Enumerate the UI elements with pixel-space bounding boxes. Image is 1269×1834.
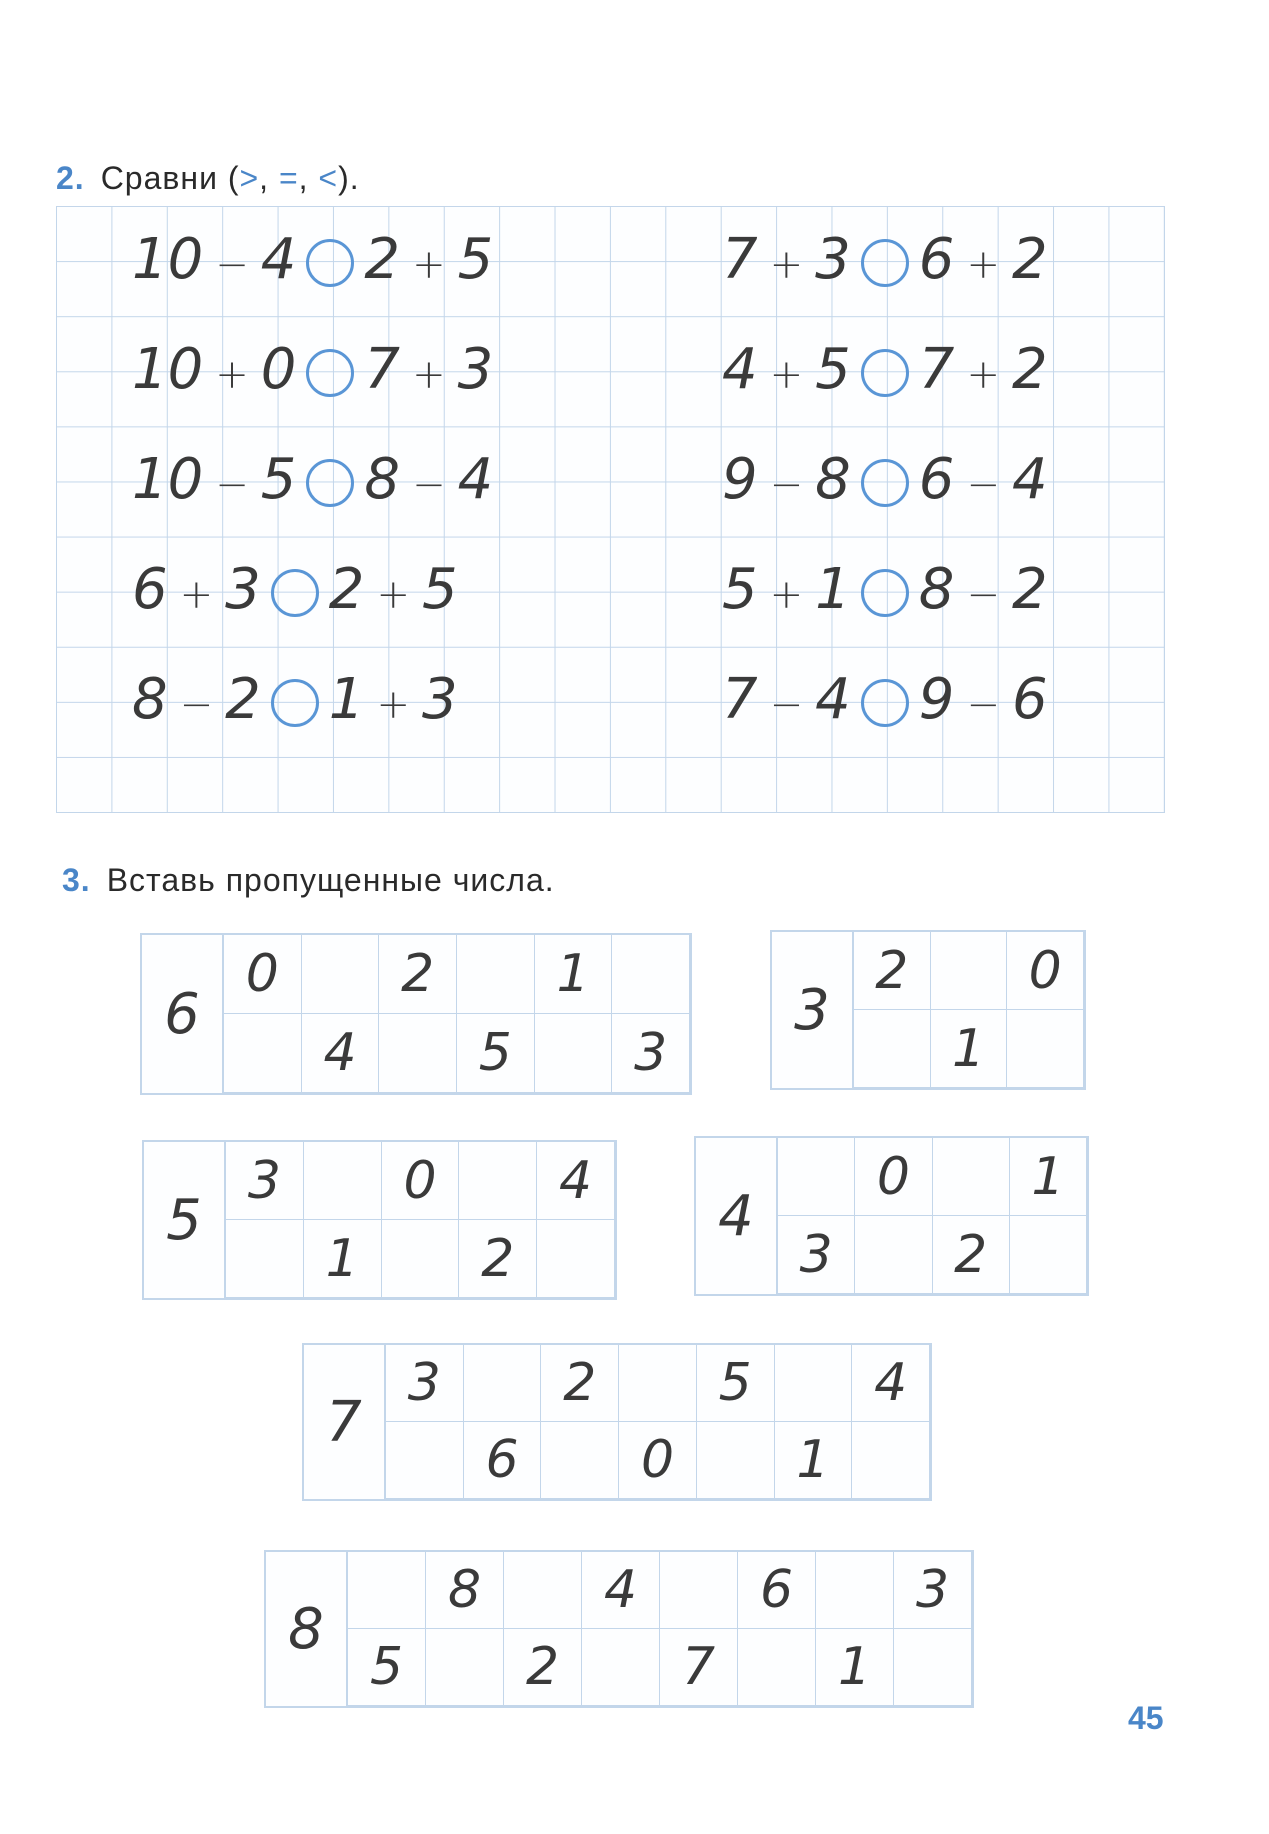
right-operator: − [966, 572, 1000, 618]
house-cell-top[interactable]: 2 [854, 932, 931, 1010]
house-cell-bottom[interactable] [852, 1422, 930, 1499]
house-cell-top[interactable]: 4 [537, 1142, 615, 1220]
house-cell-top[interactable] [816, 1552, 894, 1629]
left-operand-1: 10 [132, 227, 204, 292]
house-cell-top[interactable] [348, 1552, 426, 1629]
left-operand-1: 4 [722, 337, 758, 402]
house-cell-bottom[interactable]: 2 [459, 1220, 537, 1298]
left-operator: − [769, 462, 804, 508]
right-operand-2: 4 [1011, 447, 1048, 512]
number-house [142, 1140, 617, 1300]
house-cell-bottom[interactable] [855, 1216, 932, 1294]
house-cell-bottom[interactable] [541, 1422, 619, 1499]
left-operand-2: 1 [815, 557, 851, 622]
right-operator: + [966, 242, 1000, 288]
compare-circle-input[interactable] [861, 459, 909, 507]
right-operator: − [966, 682, 1000, 728]
right-operand-2: 2 [1011, 337, 1048, 402]
paren-open: ( [227, 160, 240, 196]
house-cell-top[interactable] [504, 1552, 582, 1629]
exercise-text: Сравни [100, 160, 218, 196]
compare-circle-input[interactable] [861, 569, 909, 617]
comparison-row [126, 557, 464, 622]
house-cell-bottom[interactable] [697, 1422, 775, 1499]
left-operator: − [769, 682, 804, 728]
number-house [140, 933, 692, 1095]
left-operand-1: 6 [132, 557, 168, 622]
house-cell-top[interactable] [931, 932, 1008, 1010]
house-cell-bottom[interactable]: 4 [302, 1014, 380, 1093]
number-house [264, 1550, 974, 1708]
left-operand-2: 4 [260, 227, 297, 292]
compare-circle-input[interactable] [861, 349, 909, 397]
right-operand-2: 4 [457, 447, 494, 512]
house-cell-top[interactable]: 3 [226, 1142, 304, 1220]
right-operand-1: 9 [918, 667, 955, 732]
compare-circle-input[interactable] [861, 239, 909, 287]
page-number: 45 [1128, 1700, 1164, 1736]
house-cell-top[interactable] [457, 935, 535, 1014]
comparison-row [716, 667, 1054, 732]
house-cell-top[interactable] [933, 1138, 1010, 1216]
house-cell-bottom[interactable]: 1 [304, 1220, 382, 1298]
house-cell-bottom[interactable] [537, 1220, 615, 1298]
house-total: 6 [142, 935, 224, 1093]
right-operand-1: 2 [328, 557, 365, 622]
house-cell-bottom[interactable] [386, 1422, 464, 1499]
house-cell-top[interactable]: 3 [386, 1345, 464, 1422]
right-operand-1: 8 [918, 557, 955, 622]
left-operator: − [215, 242, 249, 288]
comparison-row [716, 557, 1054, 622]
symbol-greater: > [239, 160, 260, 196]
left-operand-1: 8 [132, 667, 168, 732]
left-operand-1: 7 [722, 227, 758, 292]
paren-close: ). [338, 160, 360, 196]
exercise-number: 3. [62, 862, 91, 898]
symbol-less: < [318, 160, 339, 196]
comma: , [298, 160, 309, 196]
house-cell-bottom[interactable] [738, 1629, 816, 1706]
compare-circle-input[interactable] [306, 239, 354, 287]
house-cell-top[interactable] [778, 1138, 855, 1216]
house-cell-bottom[interactable]: 2 [504, 1629, 582, 1706]
left-operand-2: 3 [815, 227, 851, 292]
house-cell-top[interactable]: 3 [894, 1552, 972, 1629]
house-cell-top[interactable]: 4 [582, 1552, 660, 1629]
house-cell-bottom[interactable] [379, 1014, 457, 1093]
compare-circle-input[interactable] [271, 679, 319, 727]
comparison-row [126, 227, 499, 292]
left-operand-2: 5 [260, 447, 297, 512]
left-operand-2: 3 [225, 557, 261, 622]
house-cell-top[interactable] [660, 1552, 738, 1629]
house-cell-top[interactable]: 4 [852, 1345, 930, 1422]
house-total: 8 [266, 1552, 348, 1706]
house-cell-top[interactable] [612, 935, 690, 1014]
house-cell-bottom[interactable]: 1 [931, 1010, 1008, 1088]
left-operator: − [215, 462, 249, 508]
house-cell-bottom[interactable]: 0 [619, 1422, 697, 1499]
right-operator: + [412, 352, 446, 398]
comma: , [259, 160, 270, 196]
house-cell-top[interactable]: 0 [382, 1142, 460, 1220]
house-cell-top[interactable] [775, 1345, 853, 1422]
left-operand-2: 4 [815, 667, 851, 732]
house-total: 7 [304, 1345, 386, 1499]
comparison-row [716, 227, 1054, 292]
house-cell-bottom[interactable] [854, 1010, 931, 1088]
house-cell-bottom[interactable]: 3 [612, 1014, 690, 1093]
house-cell-bottom[interactable]: 3 [778, 1216, 855, 1294]
left-operator: + [179, 572, 214, 618]
house-cell-bottom[interactable]: 6 [464, 1422, 542, 1499]
right-operand-2: 6 [1011, 667, 1048, 732]
left-operand-2: 0 [260, 337, 297, 402]
exercise-text: Вставь пропущенные числа. [106, 862, 555, 898]
left-operand-2: 8 [815, 447, 851, 512]
compare-circle-input[interactable] [306, 349, 354, 397]
left-operator: − [179, 682, 214, 728]
comparison-row [126, 447, 499, 512]
house-cell-top[interactable] [304, 1142, 382, 1220]
house-cell-bottom[interactable]: 1 [775, 1422, 853, 1499]
house-cell-top[interactable] [459, 1142, 537, 1220]
house-cell-top[interactable]: 6 [738, 1552, 816, 1629]
left-operator: + [769, 572, 804, 618]
right-operator: + [376, 682, 410, 728]
house-cell-top[interactable] [302, 935, 380, 1014]
right-operator: + [966, 352, 1000, 398]
right-operand-2: 5 [421, 557, 458, 622]
house-cell-top[interactable]: 0 [1007, 932, 1084, 1010]
right-operand-1: 2 [364, 227, 401, 292]
number-house [770, 930, 1086, 1090]
house-cell-bottom[interactable] [226, 1220, 304, 1298]
house-cell-bottom[interactable]: 5 [348, 1629, 426, 1706]
house-cell-top[interactable]: 0 [855, 1138, 932, 1216]
house-cell-top[interactable] [464, 1345, 542, 1422]
compare-circle-input[interactable] [271, 569, 319, 617]
house-cell-bottom[interactable] [582, 1629, 660, 1706]
house-cell-top[interactable]: 0 [224, 935, 302, 1014]
right-operand-2: 3 [457, 337, 494, 402]
exercise-2-title [56, 160, 360, 197]
exercise-number: 2. [56, 160, 85, 196]
right-operand-1: 8 [364, 447, 401, 512]
right-operand-1: 7 [364, 337, 401, 402]
left-operand-1: 5 [722, 557, 758, 622]
house-cell-bottom[interactable] [1007, 1010, 1084, 1088]
right-operand-2: 3 [421, 667, 458, 732]
house-cell-top[interactable]: 2 [379, 935, 457, 1014]
comparison-row [716, 337, 1054, 402]
left-operand-2: 5 [815, 337, 851, 402]
right-operand-1: 6 [918, 447, 955, 512]
house-total: 5 [144, 1142, 226, 1298]
right-operator: + [412, 242, 446, 288]
left-operand-1: 10 [132, 447, 204, 512]
left-operand-1: 7 [722, 667, 758, 732]
right-operand-1: 1 [328, 667, 365, 732]
house-total: 3 [772, 932, 854, 1088]
house-cell-top[interactable]: 8 [426, 1552, 504, 1629]
right-operator: − [412, 462, 446, 508]
house-cell-top[interactable]: 5 [697, 1345, 775, 1422]
compare-circle-input[interactable] [861, 679, 909, 727]
comparison-row [716, 447, 1054, 512]
compare-circle-input[interactable] [306, 459, 354, 507]
house-cell-bottom[interactable] [1010, 1216, 1087, 1294]
left-operand-2: 2 [225, 667, 261, 732]
left-operand-1: 10 [132, 337, 204, 402]
house-cell-bottom[interactable] [224, 1014, 302, 1093]
house-cell-bottom[interactable] [426, 1629, 504, 1706]
house-cell-bottom[interactable] [894, 1629, 972, 1706]
house-cell-top[interactable] [619, 1345, 697, 1422]
number-house [694, 1136, 1089, 1296]
house-cell-top[interactable]: 2 [541, 1345, 619, 1422]
house-cell-top[interactable]: 1 [1010, 1138, 1087, 1216]
house-total: 4 [696, 1138, 778, 1294]
house-cell-bottom[interactable]: 7 [660, 1629, 738, 1706]
left-operator: + [769, 352, 804, 398]
right-operand-1: 6 [918, 227, 955, 292]
left-operator: + [769, 242, 804, 288]
comparison-grid [56, 206, 1165, 813]
number-house [302, 1343, 932, 1501]
symbol-equal: = [278, 160, 299, 196]
right-operand-2: 2 [1011, 227, 1048, 292]
comparison-row [126, 667, 464, 732]
comparison-row [126, 337, 499, 402]
left-operator: + [215, 352, 249, 398]
right-operator: − [966, 462, 1000, 508]
house-cell-bottom[interactable]: 1 [816, 1629, 894, 1706]
left-operand-1: 9 [722, 447, 758, 512]
house-cell-bottom[interactable] [535, 1014, 613, 1093]
right-operand-1: 7 [918, 337, 955, 402]
house-cell-top[interactable]: 1 [535, 935, 613, 1014]
right-operator: + [376, 572, 410, 618]
house-cell-bottom[interactable]: 5 [457, 1014, 535, 1093]
house-cell-bottom[interactable] [382, 1220, 460, 1298]
exercise-3-title [62, 862, 555, 899]
house-cell-bottom[interactable]: 2 [933, 1216, 1010, 1294]
right-operand-2: 2 [1011, 557, 1048, 622]
right-operand-2: 5 [457, 227, 494, 292]
